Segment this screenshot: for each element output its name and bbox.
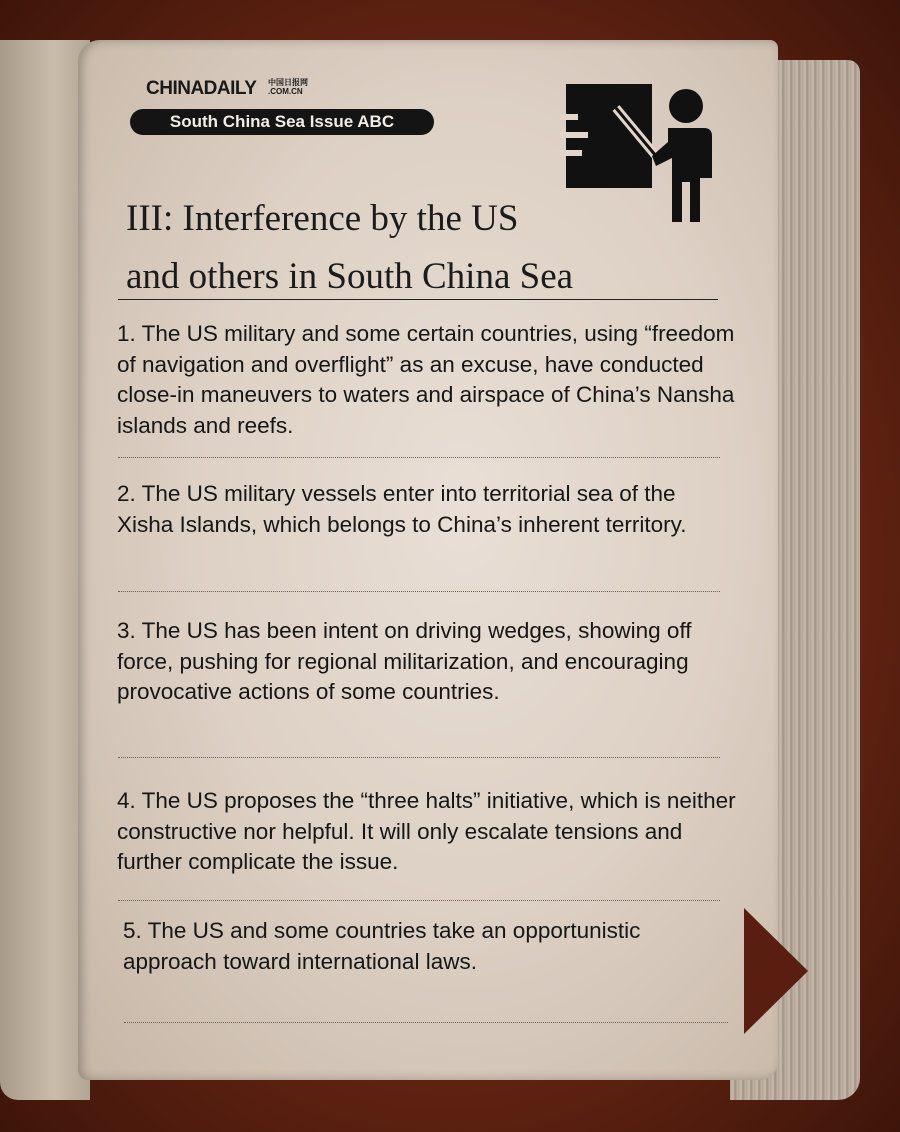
item-divider xyxy=(118,900,720,901)
list-item: 4. The US proposes the “three halts” initiative, which is neither constructive nor helpful. It will only escalate tensions and further complicate the issue. xyxy=(117,788,736,874)
heading-line-2: and others in South China Sea xyxy=(126,256,574,297)
list-item: 5. The US and some countries take an opportunistic approach toward international laws. xyxy=(123,918,641,974)
series-label: South China Sea Issue ABC xyxy=(130,109,434,135)
page-heading xyxy=(126,190,686,306)
heading-rule xyxy=(118,299,718,300)
item-divider xyxy=(118,591,720,592)
list-item: 2. The US military vessels enter into territorial sea of the Xisha Islands, which belongs to China’s inherent territory. xyxy=(117,481,687,537)
item-divider xyxy=(118,457,720,458)
next-arrow-icon[interactable] xyxy=(744,908,810,1034)
chinadaily-logo: CHINADAILY xyxy=(146,78,257,99)
list-item: 1. The US military and some certain countries, using “freedom of navigation and overflight” as an excuse, have conducted close-in maneuvers to waters and airspace of China’s Nansha islands and reefs. xyxy=(117,321,735,438)
heading-line-1: III: Interference by the US xyxy=(126,198,519,239)
chinadaily-logo-sub: 中国日报网 .COM.CN xyxy=(268,78,308,96)
list-item: 3. The US has been intent on driving wedges, showing off force, pushing for regional militarization, and encouraging provocative actions of some countries. xyxy=(117,618,692,704)
left-page xyxy=(0,40,90,1100)
item-divider xyxy=(124,1022,728,1023)
item-divider xyxy=(118,757,720,758)
